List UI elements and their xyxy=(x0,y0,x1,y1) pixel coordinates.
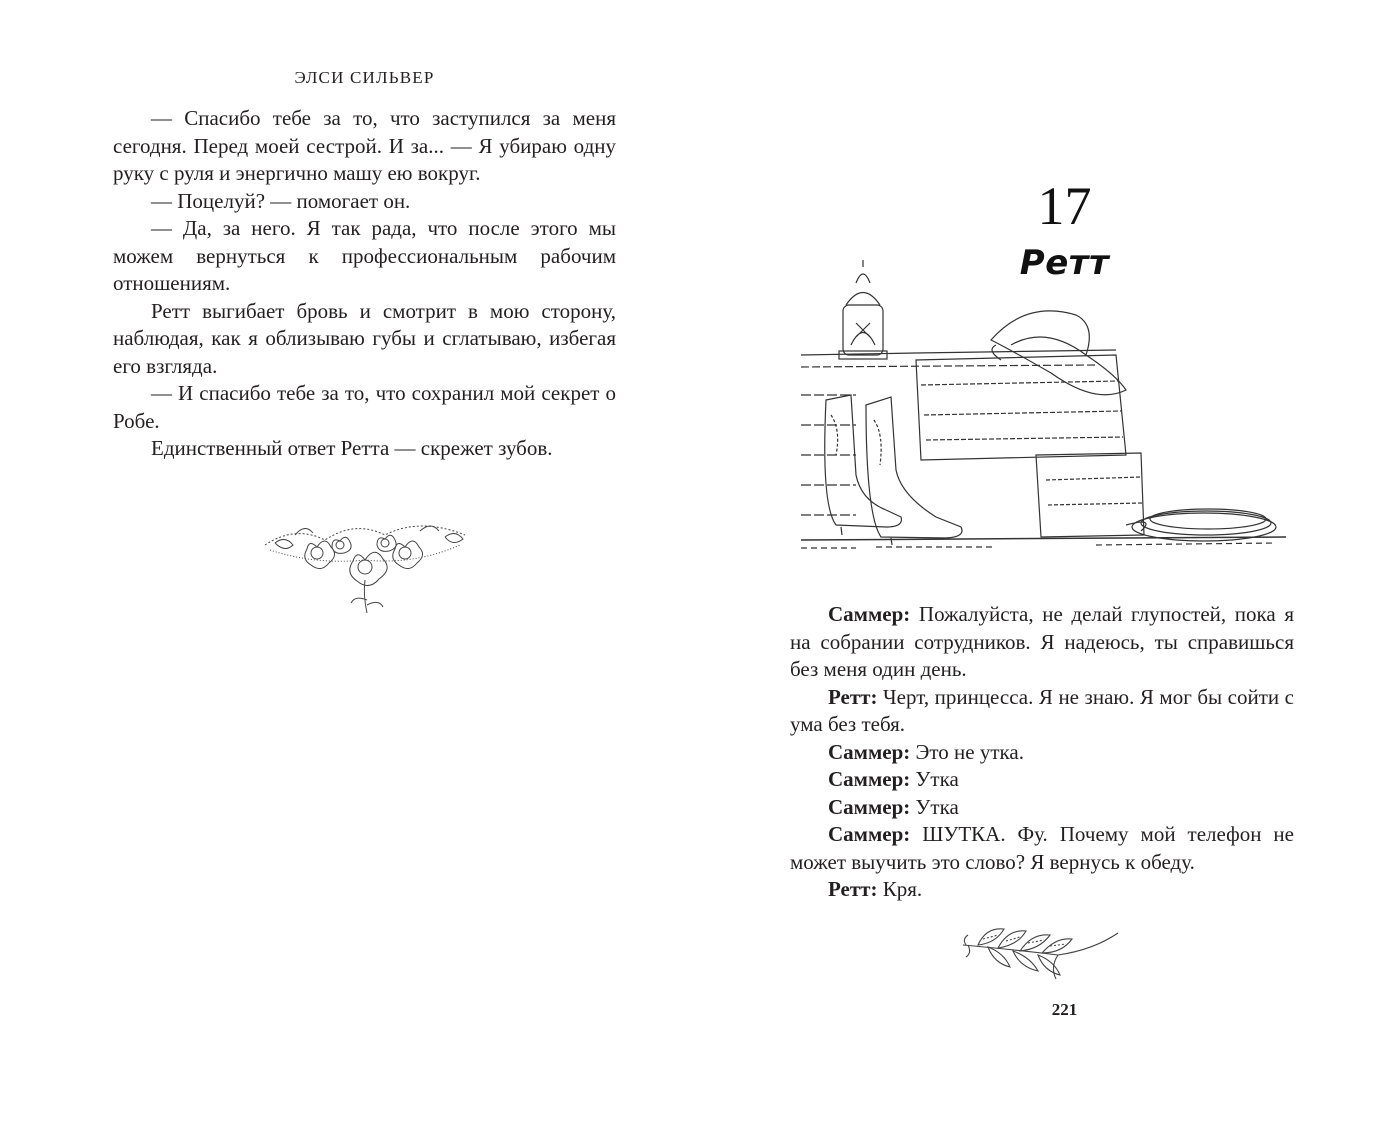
chapter-number: 17 xyxy=(1037,176,1092,236)
paragraph: — Спасибо тебе за то, что заступился за меня сегодня. Перед моей сестрой. И за... — Я убираю одну руку с руля и энергично машу ею вокруг. xyxy=(113,106,616,185)
speaker-name: Саммер: xyxy=(828,794,911,819)
message-text: Это не утка. xyxy=(910,739,1024,764)
right-page-body xyxy=(790,601,1294,904)
message-line xyxy=(790,684,1294,739)
message-line xyxy=(790,876,1294,904)
message-text: Утка xyxy=(910,767,959,791)
speaker-name: Ретт: xyxy=(828,684,878,709)
message-line xyxy=(790,821,1294,876)
paragraph: Единственный ответ Ретта — скрежет зубов. xyxy=(151,436,553,460)
paragraph: Ретт выгибает бровь и смотрит в мою сторону, наблюдая, как я облизываю губы и сглатываю, избегая его взгляда. xyxy=(113,298,616,378)
message-text: Черт, принцесса. Я не знаю. Я мог бы сойти с ума без тебя. xyxy=(790,684,1294,736)
speaker-name: Ретт: xyxy=(828,877,878,901)
leaf-twig-ornament-icon xyxy=(958,915,1123,983)
message-text: Утка xyxy=(910,794,959,819)
message-line xyxy=(790,601,1294,684)
message-text: Кря. xyxy=(877,877,923,901)
paragraph: — Да, за него. Я так рада, что после этого мы можем вернуться к профессиональным рабочим отношениям. xyxy=(113,216,616,295)
running-head: ЭЛСИ СИЛЬВЕР xyxy=(294,68,435,87)
message-line xyxy=(790,794,1294,822)
right-page xyxy=(696,0,1393,1125)
paragraph: — И спасибо тебе за то, что сохранил мой секрет о Робе. xyxy=(113,381,616,433)
speaker-name: Саммер: xyxy=(828,822,911,846)
message-text: ШУТКА. Фу. Почему мой телефон не может выучить это слово? Я вернусь к обеду. xyxy=(790,822,1294,874)
speaker-name: Саммер: xyxy=(828,602,911,626)
floral-ornament-icon xyxy=(255,505,475,617)
speaker-name: Саммер: xyxy=(828,767,911,791)
speaker-name: Саммер: xyxy=(828,739,911,764)
paragraph: — Поцелуй? — помогает он. xyxy=(151,188,411,213)
page-number: 221 xyxy=(1051,1000,1078,1019)
left-page-body xyxy=(113,105,616,463)
chapter-title: Ретт xyxy=(1019,243,1110,283)
left-page xyxy=(0,0,696,1125)
message-line xyxy=(790,739,1294,767)
message-text: Пожалуйста, не делай глупостей, пока я на собрании сотрудников. Я надеюсь, ты справишься без меня один день. xyxy=(790,602,1294,681)
message-line xyxy=(790,766,1294,794)
western-illustration-icon xyxy=(796,255,1296,560)
